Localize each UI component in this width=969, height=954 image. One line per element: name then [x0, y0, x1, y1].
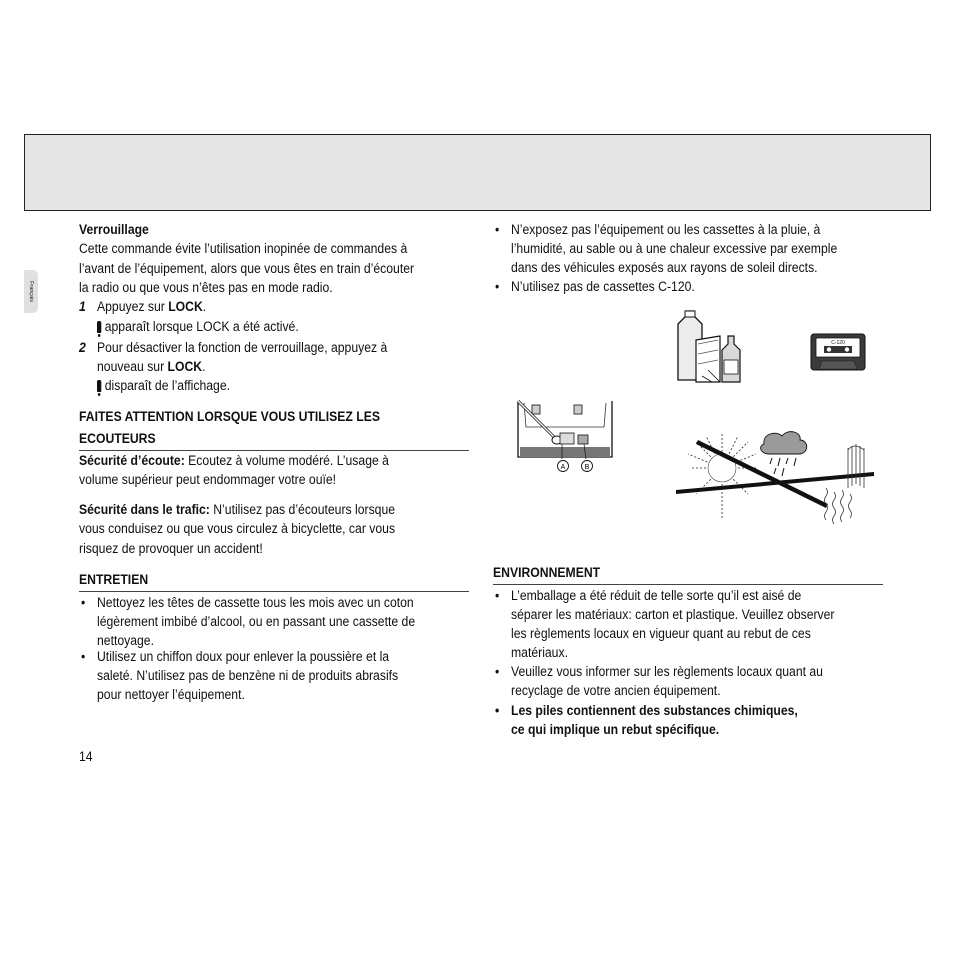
maintenance-bullet-1-line-2: légèrement imbibé d’alcool, ou en passant une cassette de — [97, 614, 416, 630]
headphones-title-2: ECOUTEURS — [79, 431, 156, 447]
header-band — [24, 134, 931, 211]
lock-intro-2: l’avant de l’équipement, alors que vous êtes en train d’écouter — [79, 261, 415, 277]
traffic-safety-2: vous conduisez ou que vous circulez à bicyclette, car vous — [79, 521, 396, 537]
maintenance-bullet-1-line-3: nettoyage. — [97, 633, 154, 649]
page-number: 14 — [79, 749, 93, 765]
language-tab-label: Français — [28, 281, 34, 303]
bullet-icon: • — [81, 595, 86, 611]
weather-warning-illustration — [676, 428, 876, 538]
step-2-text-1: Pour désactiver la fonction de verrouillage, appuyez à — [97, 340, 388, 356]
listening-safety-1: Sécurité d’écoute: Ecoutez à volume modéré. L’usage à — [79, 453, 389, 469]
warning-bullet-1-line-3: dans des véhicules exposés aux rayons de soleil directs. — [511, 260, 818, 276]
step-2-number: 2 — [79, 340, 86, 356]
bullet-icon: • — [81, 649, 86, 665]
step-1-text: Appuyez sur LOCK. — [97, 299, 207, 315]
env-bold-bullet-line-2: ce qui implique un rebut spécifique. — [511, 722, 720, 738]
traffic-safety-3: risquez de provoquer un accident! — [79, 541, 263, 557]
env-bullet-2-line-2: recyclage de votre ancien équipement. — [511, 683, 721, 699]
lock-intro-1: Cette commande évite l’utilisation inopinée de commandes à — [79, 241, 408, 257]
env-bullet-1-line-2: séparer les matériaux: carton et plastique. Veuillez observer — [511, 607, 835, 623]
bullet-icon: • — [495, 588, 500, 604]
head-cleaning-illustration — [516, 399, 614, 475]
bullet-icon: • — [495, 279, 500, 295]
section-rule — [79, 450, 469, 451]
step-2-text-2: nouveau sur LOCK. — [97, 359, 206, 375]
env-bullet-1-line-3: les règlements locaux en vigueur quant au rebut de ces — [511, 626, 811, 642]
lock-icon — [97, 321, 101, 333]
bullet-icon: • — [495, 703, 500, 719]
lock-icon — [97, 380, 101, 392]
warning-bullet-2: N’utilisez pas de cassettes C-120. — [511, 279, 695, 295]
env-bullet-1-line-1: L’emballage a été réduit de telle sorte qu’il est aisé de — [511, 588, 802, 604]
step-1-number: 1 — [79, 299, 86, 315]
warning-bullet-1-line-2: l’humidité, au sable ou à une chaleur excessive par exemple — [511, 241, 838, 257]
cassette-label: C-120 — [831, 340, 845, 346]
traffic-safety-1: Sécurité dans le trafic: N’utilisez pas d’écouteurs lorsque — [79, 502, 396, 518]
maintenance-bullet-2-line-2: saleté. N’utilisez pas de benzène ni de produits abrasifs — [97, 668, 399, 684]
maintenance-title: ENTRETIEN — [79, 572, 149, 588]
maintenance-bullet-2-line-1: Utilisez un chiffon doux pour enlever la poussière et la — [97, 649, 390, 665]
step-2-result: disparaît de l’affichage. — [97, 377, 230, 397]
warning-bullet-1-line-1: N’exposez pas l’équipement ou les cassettes à la pluie, à — [511, 222, 821, 238]
cleaning-products-illustration — [672, 310, 750, 384]
lock-intro-3: la radio ou que vous n’êtes pas en mode radio. — [79, 280, 333, 296]
lock-title: Verrouillage — [79, 222, 149, 238]
cassette-illustration — [810, 333, 866, 371]
env-bullet-2-line-1: Veuillez vous informer sur les règlements locaux quant au — [511, 664, 823, 680]
section-rule — [79, 591, 469, 592]
environment-title: ENVIRONNEMENT — [493, 565, 601, 581]
listening-safety-2: volume supérieur peut endommager votre ouïe! — [79, 472, 337, 488]
head-label-b: B — [584, 464, 590, 471]
step-1-result: apparaît lorsque LOCK a été activé. — [97, 318, 299, 338]
maintenance-bullet-2-line-3: pour nettoyer l’équipement. — [97, 687, 245, 703]
maintenance-bullet-1-line-1: Nettoyez les têtes de cassette tous les mois avec un coton — [97, 595, 414, 611]
env-bullet-1-line-4: matériaux. — [511, 645, 568, 661]
env-bold-bullet-line-1: Les piles contiennent des substances chimiques, — [511, 703, 798, 719]
bullet-icon: • — [495, 664, 500, 680]
head-label-a: A — [560, 464, 566, 471]
headphones-title-1: FAITES ATTENTION LORSQUE VOUS UTILISEZ LES — [79, 409, 380, 425]
section-rule — [493, 584, 883, 585]
bullet-icon: • — [495, 222, 500, 238]
